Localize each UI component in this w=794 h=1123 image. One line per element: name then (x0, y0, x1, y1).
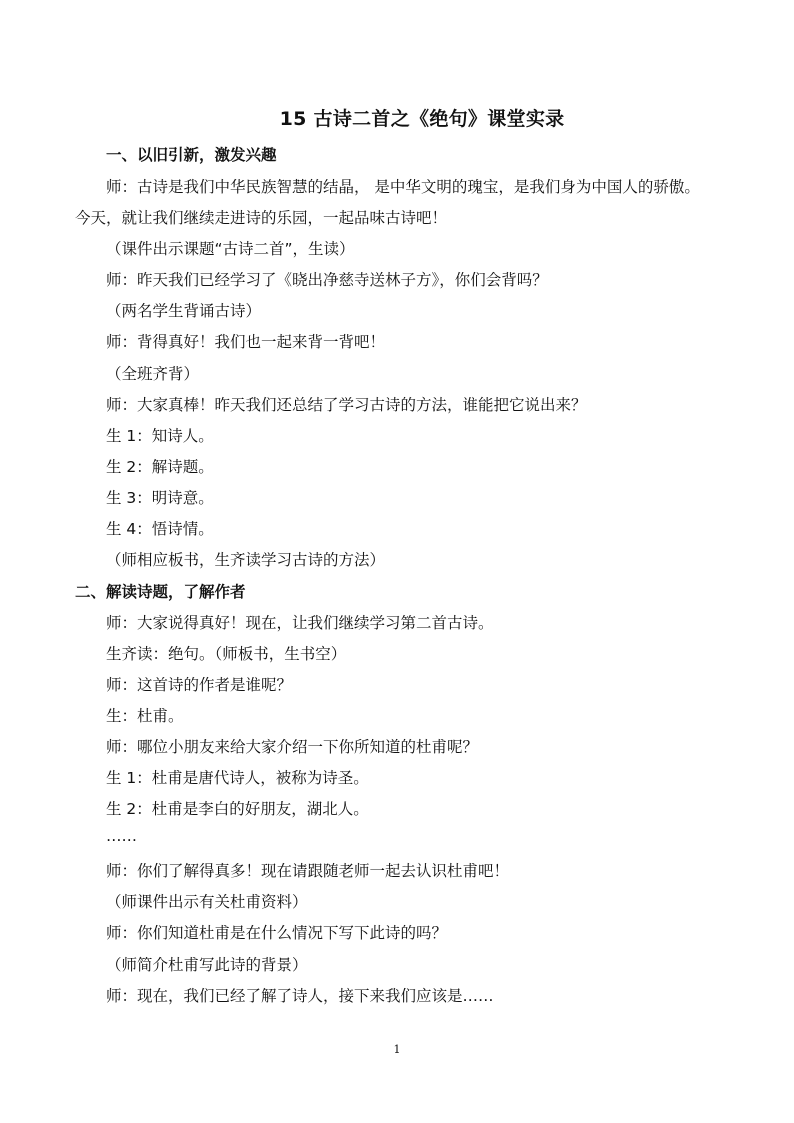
paragraph-line: （两名学生背诵古诗） (106, 302, 262, 320)
paragraph-line: 师：你们了解得真多！现在请跟随老师一起去认识杜甫吧！ (106, 862, 510, 880)
paragraph-line: 生齐读：绝句。（师板书，生书空） (106, 645, 347, 663)
paragraph-line: 师：昨天我们已经学习了《晓出净慈寺送林子方》，你们会背吗？ (106, 271, 548, 289)
paragraph-line: （师课件出示有关杜甫资料） (106, 893, 308, 911)
paragraph-line: 师：这首诗的作者是谁呢？ (106, 676, 293, 694)
paragraph-line: 生 2：杜甫是李白的好朋友，湖北人。 (106, 800, 369, 818)
paragraph-line: 生 1：知诗人。 (106, 427, 214, 445)
paragraph-line: 师：大家说得真好！现在，让我们继续学习第二首古诗。 (106, 614, 494, 632)
paragraph-line: 今天，就让我们继续走进诗的乐园，一起品味古诗吧！ (75, 209, 448, 227)
paragraph-line: 生 3：明诗意。 (106, 489, 214, 507)
page-number: 1 (393, 1043, 401, 1056)
paragraph-line: 师：你们知道杜甫是在什么情况下写下此诗的吗？ (106, 924, 448, 942)
paragraph-line: （师简介杜甫写此诗的背景） (106, 956, 308, 974)
paragraph-line: 师：古诗是我们中华民族智慧的结晶， 是中华文明的瑰宝，是我们身为中国人的骄傲。 (106, 178, 700, 196)
page-title: 15 古诗二首之《绝句》课堂实录 (279, 108, 565, 130)
paragraph-line: 师：背得真好！我们也一起来背一背吧！ (106, 333, 386, 351)
paragraph-line: 师：现在，我们已经了解了诗人，接下来我们应该是…… (106, 987, 494, 1005)
paragraph-line: 师：哪位小朋友来给大家介绍一下你所知道的杜甫呢？ (106, 738, 479, 756)
ellipsis-line: …… (106, 827, 137, 845)
paragraph-line: （课件出示课题“古诗二首”，生读） (106, 240, 355, 258)
paragraph-line: 生：杜甫。 (106, 707, 184, 725)
paragraph-line: 师：大家真棒！昨天我们还总结了学习古诗的方法，谁能把它说出来？ (106, 396, 587, 414)
paragraph-line: （师相应板书，生齐读学习古诗的方法） (106, 551, 386, 569)
paragraph-line: （全班齐背） (106, 365, 200, 383)
paragraph-line: 生 1：杜甫是唐代诗人，被称为诗圣。 (106, 769, 369, 787)
section-heading-1: 一、以旧引新，激发兴趣 (106, 146, 277, 164)
paragraph-line: 生 2：解诗题。 (106, 458, 214, 476)
section-heading-2: 二、解读诗题，了解作者 (75, 583, 246, 601)
paragraph-line: 生 4：悟诗情。 (106, 520, 214, 538)
